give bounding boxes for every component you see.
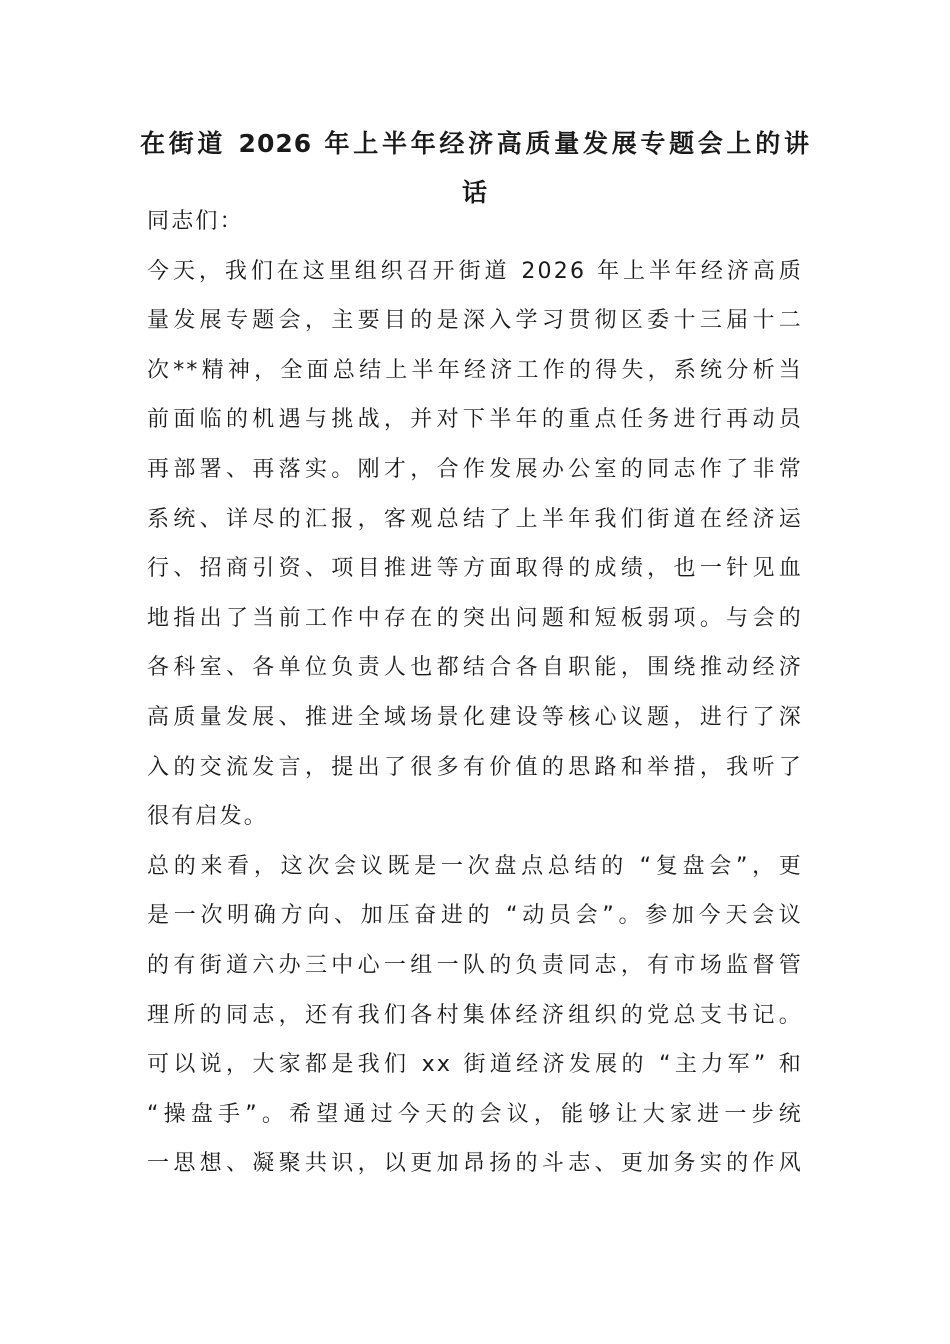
paragraph-line: 入的交流发言，提出了很多有价值的思路和举措，我听了 — [147, 754, 803, 780]
paragraph-line: 次**精神，全面总结上半年经济工作的得失，系统分析当 — [147, 357, 803, 383]
paragraph-line: 再部署、再落实。刚才，合作发展办公室的同志作了非常 — [147, 456, 803, 482]
paragraph-line: 地指出了当前工作中存在的突出问题和短板弱项。与会的 — [147, 605, 803, 631]
paragraph-line: 的有街道六办三中心一组一队的负责同志，有市场监督管 — [147, 952, 803, 978]
document-body — [147, 197, 803, 1189]
paragraph-line: 很有启发。 — [147, 804, 269, 830]
paragraph-line: 是一次明确方向、加压奋进的 “动员会”。参加今天会议 — [147, 903, 803, 929]
paragraph-2 — [147, 842, 803, 1189]
paragraph-line: 可以说，大家都是我们 xx 街道经济发展的 “主力军” 和 — [147, 1052, 803, 1078]
document-title-line-2: 话 — [461, 178, 488, 207]
paragraph-line: 行、招商引资、项目推进等方面取得的成绩，也一针见血 — [147, 556, 803, 582]
paragraph-line: 系统、详尽的汇报，客观总结了上半年我们街道在经济运 — [147, 506, 803, 532]
paragraph-line: 高质量发展、推进全域场景化建设等核心议题，进行了深 — [147, 704, 803, 730]
paragraph-line: 一思想、凝聚共识，以更加昂扬的斗志、更加务实的作风 — [147, 1151, 803, 1177]
paragraph-line: 今天，我们在这里组织召开街道 2026 年上半年经济高质 — [147, 258, 803, 284]
paragraph-line: “操盘手”。希望通过今天的会议，能够让大家进一步统 — [147, 1101, 803, 1127]
salutation: 同志们： — [147, 209, 244, 234]
paragraph-1 — [147, 247, 803, 842]
paragraph-line: 各科室、各单位负责人也都结合各自职能，围绕推动经济 — [147, 655, 803, 681]
paragraph-line: 理所的同志，还有我们各村集体经济组织的党总支书记。 — [147, 1002, 803, 1028]
paragraph-line: 量发展专题会，主要目的是深入学习贯彻区委十三届十二 — [147, 308, 803, 334]
paragraph-line: 总的来看，这次会议既是一次盘点总结的 “复盘会”，更 — [147, 853, 803, 879]
paragraph-line: 前面临的机遇与挑战，并对下半年的重点任务进行再动员 — [147, 407, 803, 433]
document-title-line-1: 在街道 2026 年上半年经济高质量发展专题会上的讲 — [140, 129, 810, 158]
